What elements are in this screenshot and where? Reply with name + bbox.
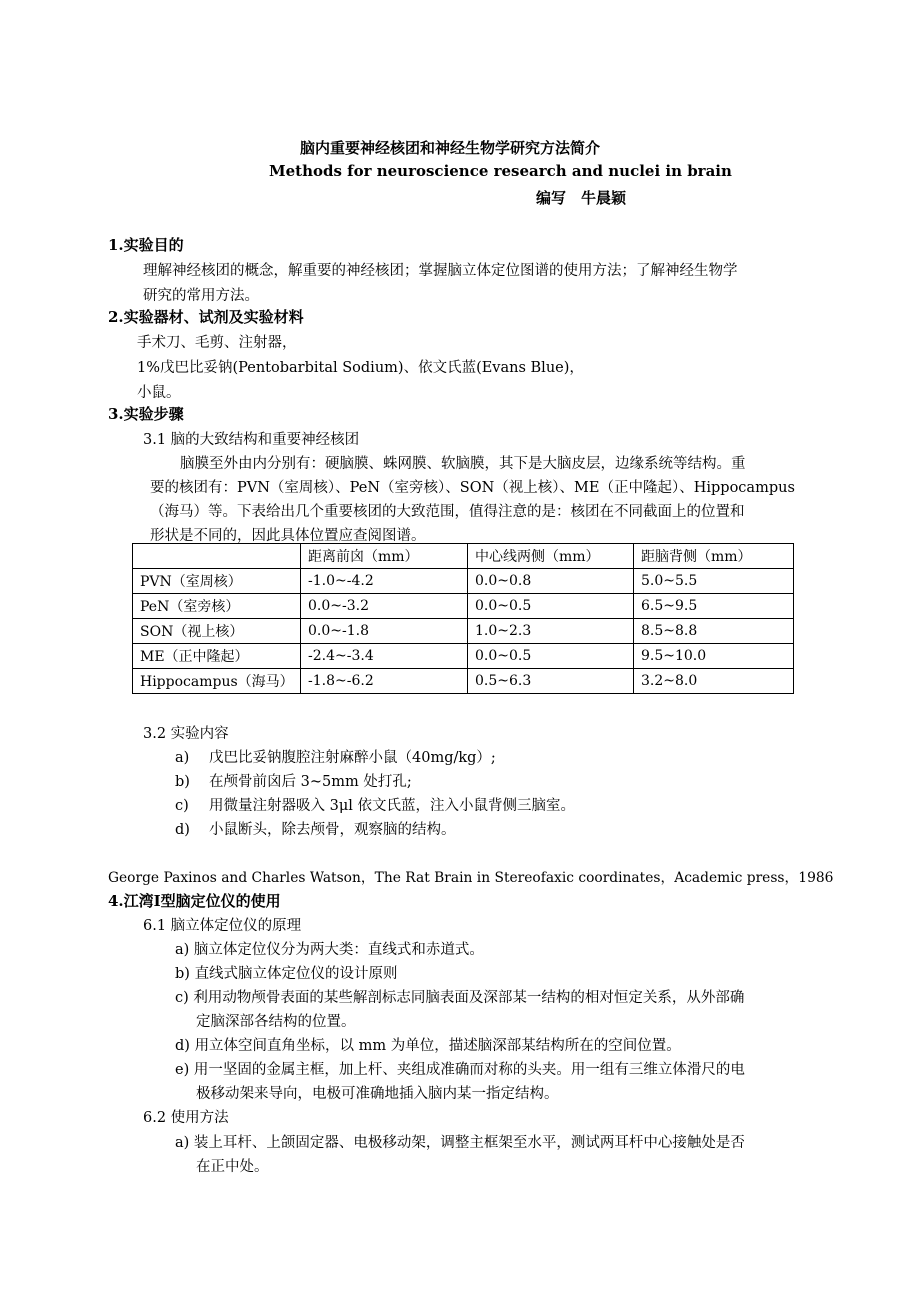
subsection-3-2-heading: 3.2 实验内容 [143,726,229,742]
table-row [133,569,794,594]
list-label: d) [175,822,190,838]
list-label: a) [175,1135,190,1151]
table-row [133,669,794,694]
list-text: 戊巴比妥钠腹腔注射麻醉小鼠（40mg/kg）; [209,750,496,766]
list-label: c) [175,798,189,814]
table-cell: 0.0~0.5 [468,594,634,619]
section-2-line: 小鼠。 [137,385,181,401]
list-text: 脑立体定位仪分为两大类：直线式和赤道式。 [193,942,484,958]
subsection-6-1-heading: 6.1 脑立体定位仪的原理 [143,918,302,934]
list-item [175,986,744,1007]
list-label: c) [175,990,189,1006]
page-subtitle: Methods for neuroscience research and nuclei in brain [269,162,732,180]
table-header-cell: 距脑背侧（mm） [634,544,794,569]
table-cell: -1.8~-6.2 [301,669,468,694]
paragraph-line: 脑膜至外由内分别有：硬脑膜、蛛网膜、软脑膜，其下是大脑皮层，边缘系统等结构。重 [180,456,746,472]
reference-citation: George Paxinos and Charles Watson，The Rat Brain in Stereofaxic coordinates，Academic press，1986 [108,870,834,886]
table-cell: Hippocampus（海马） [133,669,301,694]
section-4-heading: 4.江湾Ⅰ型脑定位仪的使用 [108,892,281,910]
list-item [175,746,496,767]
table-header-cell [133,544,301,569]
page-title: 脑内重要神经核团和神经生物学研究方法简介 [300,139,601,157]
section-1-line: 研究的常用方法。 [143,288,259,304]
list-item [175,770,412,791]
list-text: 用一坚固的金属主框，加上杆、夹组成准确而对称的头夹。用一组有三维立体滑尺的电 [193,1062,745,1078]
table-cell: 0.0~0.5 [468,644,634,669]
table-cell: PeN（室旁核） [133,594,301,619]
list-label: d) [175,1038,190,1054]
list-label: a) [175,942,190,958]
section-2-heading: 2.实验器材、试剂及实验材料 [108,308,304,326]
list-item-continuation: 定脑深部各结构的位置。 [196,1014,356,1030]
subsection-6-2-heading: 6.2 使用方法 [143,1110,229,1126]
section-3-heading: 3.实验步骤 [108,405,184,423]
table-row [133,594,794,619]
nuclei-table [132,543,794,694]
list-text: 装上耳杆、上颌固定器、电极移动架，调整主框架至水平，测试两耳杆中心接触处是否 [193,1135,745,1151]
table-cell: ME（正中隆起） [133,644,301,669]
list-label: b) [175,966,190,982]
list-label: e) [175,1062,190,1078]
list-label: b) [175,774,190,790]
list-text: 在颅骨前囟后 3~5mm 处打孔; [209,774,412,790]
table-cell: 8.5~8.8 [634,619,794,644]
list-text: 利用动物颅骨表面的某些解剖标志同脑表面及深部某一结构的相对恒定关系，从外部确 [193,990,745,1006]
table-cell: 0.0~0.8 [468,569,634,594]
list-item-continuation: 在正中处。 [196,1159,269,1175]
table-cell: PVN（室周核） [133,569,301,594]
section-2-line: 1%戊巴比妥钠(Pentobarbital Sodium)、依文氏蓝(Evans Blue)， [137,360,584,376]
paragraph-line: （海马）等。下表给出几个重要核团的大致范围，值得注意的是：核团在不同截面上的位置和 [150,504,745,520]
list-item [175,1034,681,1055]
table-cell: SON（视上核） [133,619,301,644]
paragraph-line: 形状是不同的，因此具体位置应查阅图谱。 [150,528,426,544]
author-line: 编写 牛晨颖 [536,189,627,207]
list-item [175,1131,745,1152]
table-cell: -2.4~-3.4 [301,644,468,669]
table-cell: 1.0~2.3 [468,619,634,644]
section-1-heading: 1.实验目的 [108,236,184,254]
table-cell: 0.0~-3.2 [301,594,468,619]
table-header-cell: 距离前囟（mm） [301,544,468,569]
list-text: 用微量注射器吸入 3μl 依文氏蓝，注入小鼠背侧三脑室。 [209,798,576,814]
list-item [175,938,484,959]
table-header-row [133,544,794,569]
table-cell: 9.5~10.0 [634,644,794,669]
list-item-continuation: 极移动架来导向，电极可准确地插入脑内某一指定结构。 [196,1086,559,1102]
section-2-line: 手术刀、毛剪、注射器， [137,335,297,351]
table-row [133,644,794,669]
table-cell: -1.0~-4.2 [301,569,468,594]
table-row [133,619,794,644]
list-item [175,818,456,839]
section-1-line: 理解神经核团的概念，解重要的神经核团；掌握脑立体定位图谱的使用方法；了解神经生物学 [143,263,738,279]
table-header-cell: 中心线两侧（mm） [468,544,634,569]
table-cell: 5.0~5.5 [634,569,794,594]
list-item [175,1058,745,1079]
list-text: 直线式脑立体定位仪的设计原则 [194,966,398,982]
list-item [175,794,575,815]
table-cell: 0.5~6.3 [468,669,634,694]
list-item [175,962,398,983]
list-label: a) [175,750,190,766]
subsection-3-1-heading: 3.1 脑的大致结构和重要神经核团 [143,432,360,448]
table-cell: 0.0~-1.8 [301,619,468,644]
table-cell: 6.5~9.5 [634,594,794,619]
table-cell: 3.2~8.0 [634,669,794,694]
list-text: 用立体空间直角坐标，以 mm 为单位，描述脑深部某结构所在的空间位置。 [194,1038,681,1054]
list-text: 小鼠断头，除去颅骨，观察脑的结构。 [209,822,456,838]
paragraph-line: 要的核团有：PVN（室周核）、PeN（室旁核）、SON（视上核）、ME（正中隆起）、Hippocampus [150,480,795,496]
